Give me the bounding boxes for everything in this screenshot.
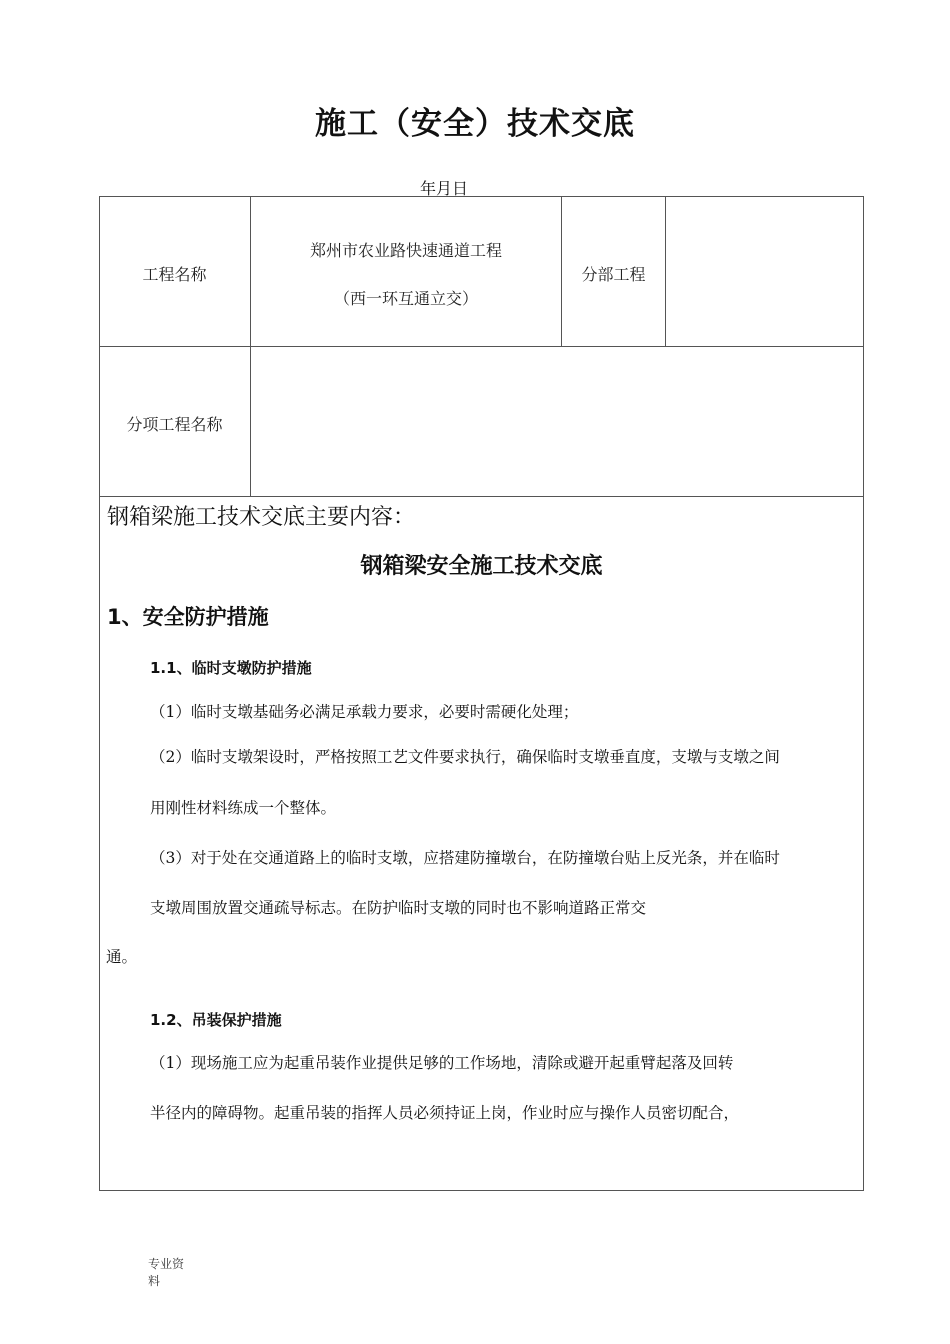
paragraph-2-line2: 用刚性材料练成一个整体。 (150, 799, 337, 817)
project-name-line1: 郑州市农业路快速通道工程 (309, 241, 502, 260)
paragraph-2-line1: （2）临时支墩架设时，严格按照工艺文件要求执行，确保临时支墩垂直度，支墩与支墩之间 (150, 748, 780, 766)
paragraph-3-line1: （3）对于处在交通道路上的临时支墩，应搭建防撞墩台，在防撞墩台贴上反光条，并在临时 (150, 849, 780, 867)
table-row-divider (99, 496, 864, 497)
division-label: 分部工程 (581, 265, 646, 284)
section-heading-1: 1、安全防护措施 (107, 605, 269, 629)
subsection-heading-1-2: 1.2、吊装保护措施 (150, 1011, 282, 1029)
page-footer (148, 1256, 198, 1290)
date-label: 年月日 (420, 179, 469, 198)
page-title: 施工（安全）技术交底 (315, 106, 635, 142)
division-value[interactable] (666, 262, 864, 282)
project-name-line2: （西一环互通立交） (333, 289, 478, 308)
content-heading: 钢箱梁施工技术交底主要内容： (107, 505, 416, 530)
footer-line2: 料 (148, 1274, 161, 1288)
paragraph-3-line2: 支墩周围放置交通疏导标志。在防护临时支墩的同时也不影响道路正常交 (150, 899, 647, 917)
paragraph-1: （1）临时支墩基础务必满足承载力要求，必要时需硬化处理； (150, 703, 579, 721)
paragraph-4-line2: 半径内的障碍物。起重吊装的指挥人员必须持证上岗，作业时应与操作人员密切配合， (150, 1104, 740, 1122)
subitem-value[interactable] (251, 412, 863, 432)
subsection-heading-1-1: 1.1、临时支墩防护措施 (150, 659, 312, 677)
project-name-label: 工程名称 (142, 265, 207, 284)
subitem-label: 分项工程名称 (126, 415, 223, 434)
table-row-divider (99, 346, 864, 347)
content-center-title: 钢箱梁安全施工技术交底 (360, 554, 603, 579)
paragraph-3-line3: 通。 (106, 948, 138, 966)
footer-line1: 专业资 (148, 1257, 185, 1271)
paragraph-4-line1: （1）现场施工应为起重吊装作业提供足够的工作场地，清除或避开起重臂起落及回转 (150, 1054, 734, 1072)
